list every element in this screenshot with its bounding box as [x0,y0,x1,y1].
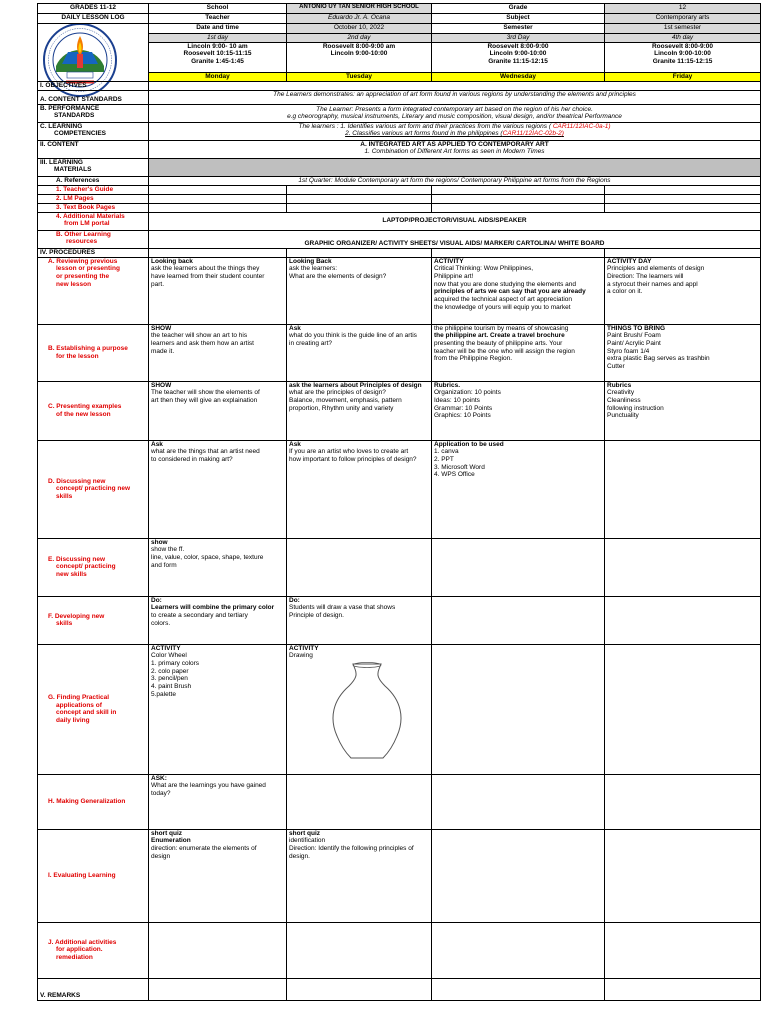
procedure-row [38,774,761,829]
weekday-4: Friday [605,72,761,81]
procedure-cell-line: show [151,538,168,546]
grades-label: GRADES 11-12 [38,4,149,14]
procedure-cell-line: Learners will combine the primary color [151,604,275,612]
procedure-cell-line: Enumeration [151,837,191,845]
procedure-cell-line: and form [151,561,177,569]
procedure-cell-line: proportion, Rhythm unity and variety [289,404,394,412]
procedure-cell-line: 1. primary colors [151,659,200,667]
day-1-label: 1st day [149,34,287,43]
procedure-cell-line: from the Philippine Region. [434,355,513,363]
procedure-cell-line: what are the things that an artist need [151,448,260,456]
content-standards-text: The Learners demonstrates: an appreciation of art form found in various regions by understanding the elements and principles [149,90,761,104]
procedure-label-line: remediation [56,953,93,961]
procedure-cell-line: in creating art? [289,339,332,347]
procedure-cell-line: ask the learners about the things they [151,265,260,273]
procedure-cell-line: SHOW [151,324,172,332]
procedure-label-line: of the new lesson [56,410,111,418]
procedure-cell-line: Color Wheel [151,652,187,660]
procedure-cell-line: Styro foam 1/4 [607,347,650,355]
procedure-cell-day-2 [287,774,432,829]
procedure-cell-line: 1. canva [434,448,459,456]
procedure-label-line: F. Developing new [48,612,105,620]
procedure-cell-line: THINGS TO BRING [607,324,666,332]
date-label: Date and time [149,24,287,34]
procedure-cell-line: how important to follow principles of design? [289,455,417,463]
grade-value: 12 [605,4,761,14]
content-text: A. INTEGRATED ART AS APPLIED TO CONTEMPORARY ART 1. Combination of Different Art forms as seen in Modern Times [149,140,761,158]
day-3-label: 3rd Day [432,34,605,43]
procedure-cell-day-1 [149,440,287,538]
procedure-cell-line: 4. WPS Office [434,471,475,479]
procedure-cell-day-3 [432,829,605,922]
procedure-cell-day-2 [287,922,432,978]
procedure-label-line: J. Additional activities [48,938,117,946]
procedure-cell-line: Ask [151,440,163,448]
procedure-cell-line: short quiz [151,829,183,837]
procedure-cell-line: now that you are done studying the elements and [434,280,577,288]
procedure-cell-line: Rubrics [607,381,632,389]
procedure-cell-line: ACTIVITY DAY [607,257,652,265]
procedure-cell-day-1 [149,538,287,596]
procedure-label-line: daily living [56,716,90,724]
procedure-cell-day-1 [149,381,287,440]
procedure-cell-line: SHOW [151,381,172,389]
teachers-guide-label: 1. Teacher's Guide [38,185,149,194]
procedure-cell-day-3 [432,381,605,440]
procedure-cell-line: Philippine art! [434,272,474,280]
procedure-cell-line: learners and ask them how an artist [151,339,254,347]
procedure-label [38,538,149,596]
competency-2-code: CAR11/12IAC-02b-2) [502,130,564,138]
procedure-cell-line: Ask [289,324,301,332]
procedure-label-line: concept/ practicing [56,563,116,571]
procedure-cell-line: Punctuality [607,412,639,420]
semester-label: Semester [432,24,605,34]
procedure-cell-day-4 [605,257,761,324]
procedure-label-line: concept and skill in [56,709,117,717]
procedures-body [38,257,761,978]
procedure-cell-line: 5.palette [151,690,176,698]
procedure-cell-line: show the ff. [151,546,185,554]
procedure-label-line: applications of [56,701,102,709]
procedure-cell-day-1 [149,596,287,644]
competency-1-code: CAR11/12IAC-0a-1) [552,122,611,130]
procedure-cell-line: today? [151,789,171,797]
procedure-cell-line: teacher will be the one who will assign the region [434,347,575,355]
procedure-cell-line: the knowledge of yours will equip you to market [434,303,571,311]
procedure-cell-line: the teacher will show an art to his [151,332,248,340]
procedure-row [38,381,761,440]
procedure-row [38,257,761,324]
procedure-cell-day-1 [149,922,287,978]
procedure-label-line: G. Finding Practical [48,693,110,701]
procedure-cell-day-3 [432,324,605,381]
procedure-cell-line: presenting the beauty of philippine arts. Your [434,339,563,347]
procedure-label [38,644,149,774]
procedure-cell-line: colors. [151,619,171,627]
procedure-row [38,922,761,978]
procedure-row [38,829,761,922]
procedure-label-line: or presenting the [56,272,110,280]
procedure-cell-line: 2. PPT [434,455,454,463]
subject-label: Subject [432,14,605,24]
procedure-cell-day-4 [605,644,761,774]
procedure-row [38,644,761,774]
procedure-cell-line: the philippine tourism by means of showcasing [434,324,569,332]
procedure-cell-line: ask the learners about Principles of design [289,381,422,389]
procedure-cell-line: have learned from their student counter [151,272,265,280]
procedure-cell-line: short quiz [289,829,321,837]
additional-materials-label: 4. Additional Materials from LM portal [38,212,149,230]
procedure-label-line: for application. [56,946,103,954]
procedure-label [38,257,149,324]
competencies-label: C. LEARNING COMPETENCIES [38,122,149,140]
weekday-1: Monday [149,72,287,81]
procedure-cell-line: Looking Back [289,257,332,265]
lm-pages-label: 2. LM Pages [38,194,149,203]
procedure-cell-day-4 [605,596,761,644]
procedure-cell-day-4 [605,538,761,596]
procedure-cell-line: Ideas: 10 points [434,396,480,404]
additional-materials-text: LAPTOP/PROJECTOR/VISUAL AIDS/SPEAKER [149,212,761,230]
weekday-2: Tuesday [287,72,432,81]
procedure-label [38,774,149,829]
teacher-label: Teacher [149,14,287,24]
performance-standards-label: B. PERFORMANCE STANDARDS [38,104,149,122]
procedure-cell-line: Principles and elements of design [607,265,705,273]
procedure-label-line: H. Making Generalization [48,797,126,805]
procedure-cell-line: 3. pencil/pen [151,675,188,683]
procedure-cell-line: Do: [289,596,300,604]
procedure-cell-day-2 [287,440,432,538]
procedure-label-line: skills [56,492,73,500]
teacher-value: Eduardo Jr. A. Ocana [287,14,432,24]
procedure-cell-line: Principle of design. [289,611,344,619]
content-label: II. CONTENT [38,140,149,158]
date-value: October 10, 2022 [287,24,432,34]
procedure-cell-line: 2. colo paper [151,667,189,675]
procedure-label-line: new lesson [56,280,92,288]
procedure-cell-line: design [151,852,171,860]
procedure-cell-line: 4. paint Brush [151,682,192,690]
procedure-cell-line: Direction: Identify the following principles of [289,844,414,852]
remarks-label: V. REMARKS [38,978,149,1000]
procedure-cell-line: a color on it. [607,288,643,296]
procedure-cell-line: Application to be used [434,440,504,448]
procedure-cell-day-1 [149,324,287,381]
procedure-cell-line: what are the principles of design? [289,389,386,397]
procedure-label-line: B. Establishing a purpose [48,345,128,352]
procedure-row [38,538,761,596]
procedure-cell-line: 3. Microsoft Word [434,463,485,471]
procedure-cell-line: What are the learnings you have gained [151,782,266,790]
grade-label: Grade [432,4,605,14]
procedure-cell-line: following instruction [607,404,664,412]
procedure-cell-day-3 [432,596,605,644]
procedure-label-line: C. Presenting examples [48,403,122,410]
procedure-label-line: D. Discussing new [48,477,106,485]
procedure-label-line: new skills [56,570,87,578]
procedure-cell-line: Cutter [607,362,625,370]
procedure-cell-line: to create a secondary and tertiary [151,611,248,619]
procedure-cell-line: ASK: [151,774,167,782]
procedure-cell-line: extra plastic Bag serves as trashbin [607,355,710,363]
day-1-schedule: Lincoln 9:00- 10 am Roosevelt 10:15-11:15 Granite 1:45-1:45 [149,42,287,72]
procedure-cell-line: the philippine art. Create a travel brochure [434,332,565,340]
procedure-cell-line: Direction: The learners will [607,272,684,280]
procedure-cell-line: to considered in making art? [151,455,233,463]
procedure-cell-line: Do: [151,596,162,604]
objectives-heading: I. OBJECTIVES [38,81,149,90]
procedure-cell-line: What are the elements of design? [289,272,387,280]
procedure-label [38,324,149,381]
procedure-cell-day-2 [287,596,432,644]
procedure-cell-day-3 [432,774,605,829]
procedure-label [38,440,149,538]
content-standards-label: A. CONTENT STANDARDS [38,90,149,104]
procedure-cell-line: Rubrics. [434,381,461,389]
day-4-label: 4th day [605,34,761,43]
procedure-label-line: concept/ practicing new [56,485,131,493]
procedure-cell-day-4 [605,324,761,381]
procedure-cell-line: If you are an artist who loves to create art [289,448,409,456]
competencies-text: The learners : 1. Identifies various art form and their practices from the various regions ( CAR11/12IAC-0a-1) 2. Classifies various art forms found in the philippines (CAR11/12IAC-02b-2) [149,122,761,140]
procedure-cell-line: Creativity [607,389,635,397]
procedure-cell-line: art then they will give an explaination [151,396,258,404]
procedure-cell-day-1 [149,257,287,324]
procedure-cell-day-3 [432,644,605,774]
procedure-cell-line: identification [289,837,326,845]
day-3-schedule: Roosevelt 8:00-9:00 Lincoln 9:00-10:00 Granite 11:15-12:15 [432,42,605,72]
procedure-cell-line: Students will draw a vase that shows [289,604,396,612]
procedure-label-line: A. Reviewing previous [48,257,118,265]
procedure-label [38,381,149,440]
procedure-cell-day-1 [149,774,287,829]
day-2-schedule: Roosevelt 8:00-9:00 am Lincoln 9:00-10:00 [287,42,432,72]
procedure-cell-day-2 [287,381,432,440]
vase-drawing-icon [327,660,407,762]
logo-cell [38,24,149,82]
procedure-cell-line: Organization: 10 points [434,389,501,397]
procedure-cell-day-2 [287,257,432,324]
procedure-cell-day-3 [432,257,605,324]
procedure-cell-day-2 [287,829,432,922]
procedure-cell-day-3 [432,922,605,978]
textbook-pages-label: 3. Text Book Pages [38,203,149,212]
procedure-cell-line: ACTIVITY [434,257,464,265]
procedure-cell-line: Cleanliness [607,396,641,404]
procedure-label-line: E. Discussing new [48,555,106,563]
procedures-heading: IV. PROCEDURES [38,248,149,257]
procedure-label-line: I. Evaluating Learning [48,871,116,879]
procedure-cell-line: direction: enumerate the elements of [151,844,257,852]
procedure-cell-day-2 [287,324,432,381]
procedure-cell-day-4 [605,440,761,538]
procedure-label [38,829,149,922]
procedure-cell-day-3 [432,538,605,596]
procedure-cell-line: part. [151,280,165,288]
procedure-cell-line: Looking back [151,257,193,265]
weekday-3: Wednesday [432,72,605,81]
learning-materials-label: III. LEARNING MATERIALS [38,158,149,176]
school-value: ANTONIO UY TAN SENIOR HIGH SCHOOL [287,4,432,14]
procedure-cell-line: ACTIVITY [289,644,319,652]
performance-standards-text: The Learner: Presents a form integrated contemporary art based on the region of his her choice. e.g cheorography, musical instruments, Literary and music composition, visual design, and/or theatrical Performance [149,104,761,122]
procedure-cell-line: The teacher will show the elements of [151,389,260,397]
procedure-cell-line: made it. [151,347,175,355]
procedure-cell-day-2 [287,538,432,596]
references-label: A. References [38,176,149,185]
procedure-cell-line: Paint/ Acrylic Paint [607,339,661,347]
procedure-cell-line: Grammar: 10 Points [434,404,493,412]
procedure-label [38,596,149,644]
log-title: DAILY LESSON LOG [38,14,149,24]
subject-value: Contemporary arts [605,14,761,24]
procedure-cell-line: line, value, color, space, shape, texture [151,553,264,561]
procedure-cell-line: what do you think is the guide line of an artis [289,332,417,340]
procedure-cell-line: Drawing [289,652,313,660]
procedure-cell-line: a styrocut their names and appl [607,280,698,288]
procedure-row [38,440,761,538]
lesson-log-table [37,3,761,1001]
procedure-cell-line: Paint Brush/ Foam [607,332,661,340]
day-2-label: 2nd day [287,34,432,43]
procedure-cell-line: Ask [289,440,301,448]
procedure-label [38,922,149,978]
procedure-cell-line: ask the learners: [289,265,338,273]
procedure-row [38,596,761,644]
procedure-cell-day-1 [149,829,287,922]
procedure-cell-day-2 [287,644,432,774]
procedure-cell-line: Balance, movement, emphasis, pattern [289,396,402,404]
procedure-cell-line: ACTIVITY [151,644,181,652]
procedure-label-line: for the lesson [56,352,99,360]
procedure-cell-line: design. [289,852,310,860]
procedure-cell-line: principles of arts we can say that you are already [434,288,586,296]
procedure-row [38,324,761,381]
procedure-label-line: skills [56,620,73,628]
procedure-cell-line: Critical Thinking: Wow Philippines, [434,265,534,273]
procedure-label-line: lesson or presenting [56,265,120,273]
procedure-cell-line: Graphics: 10 Points [434,412,491,420]
procedure-cell-day-4 [605,774,761,829]
procedure-cell-day-3 [432,440,605,538]
other-resources-text: GRAPHIC ORGANIZER/ ACTIVITY SHEETS/ VISUAL AIDS/ MARKER/ CARTOLINA/ WHITE BOARD [149,230,761,248]
procedure-cell-line: acquired the technical aspect of art appreciation [434,295,573,303]
procedure-cell-day-1 [149,644,287,774]
references-text: 1st Quarter: Module Contemporary art form the regions/ Contemporary Philippine art forms from the Regions [149,176,761,185]
other-resources-label: B. Other Learning resources [38,230,149,248]
procedure-cell-day-4 [605,922,761,978]
procedure-cell-day-4 [605,829,761,922]
semester-value: 1st semester [605,24,761,34]
school-label: School [149,4,287,14]
procedure-cell-day-4 [605,381,761,440]
day-4-schedule: Roosevelt 8:00-9:00 Lincoln 9:00-10:00 Granite 11:15-12:15 [605,42,761,72]
